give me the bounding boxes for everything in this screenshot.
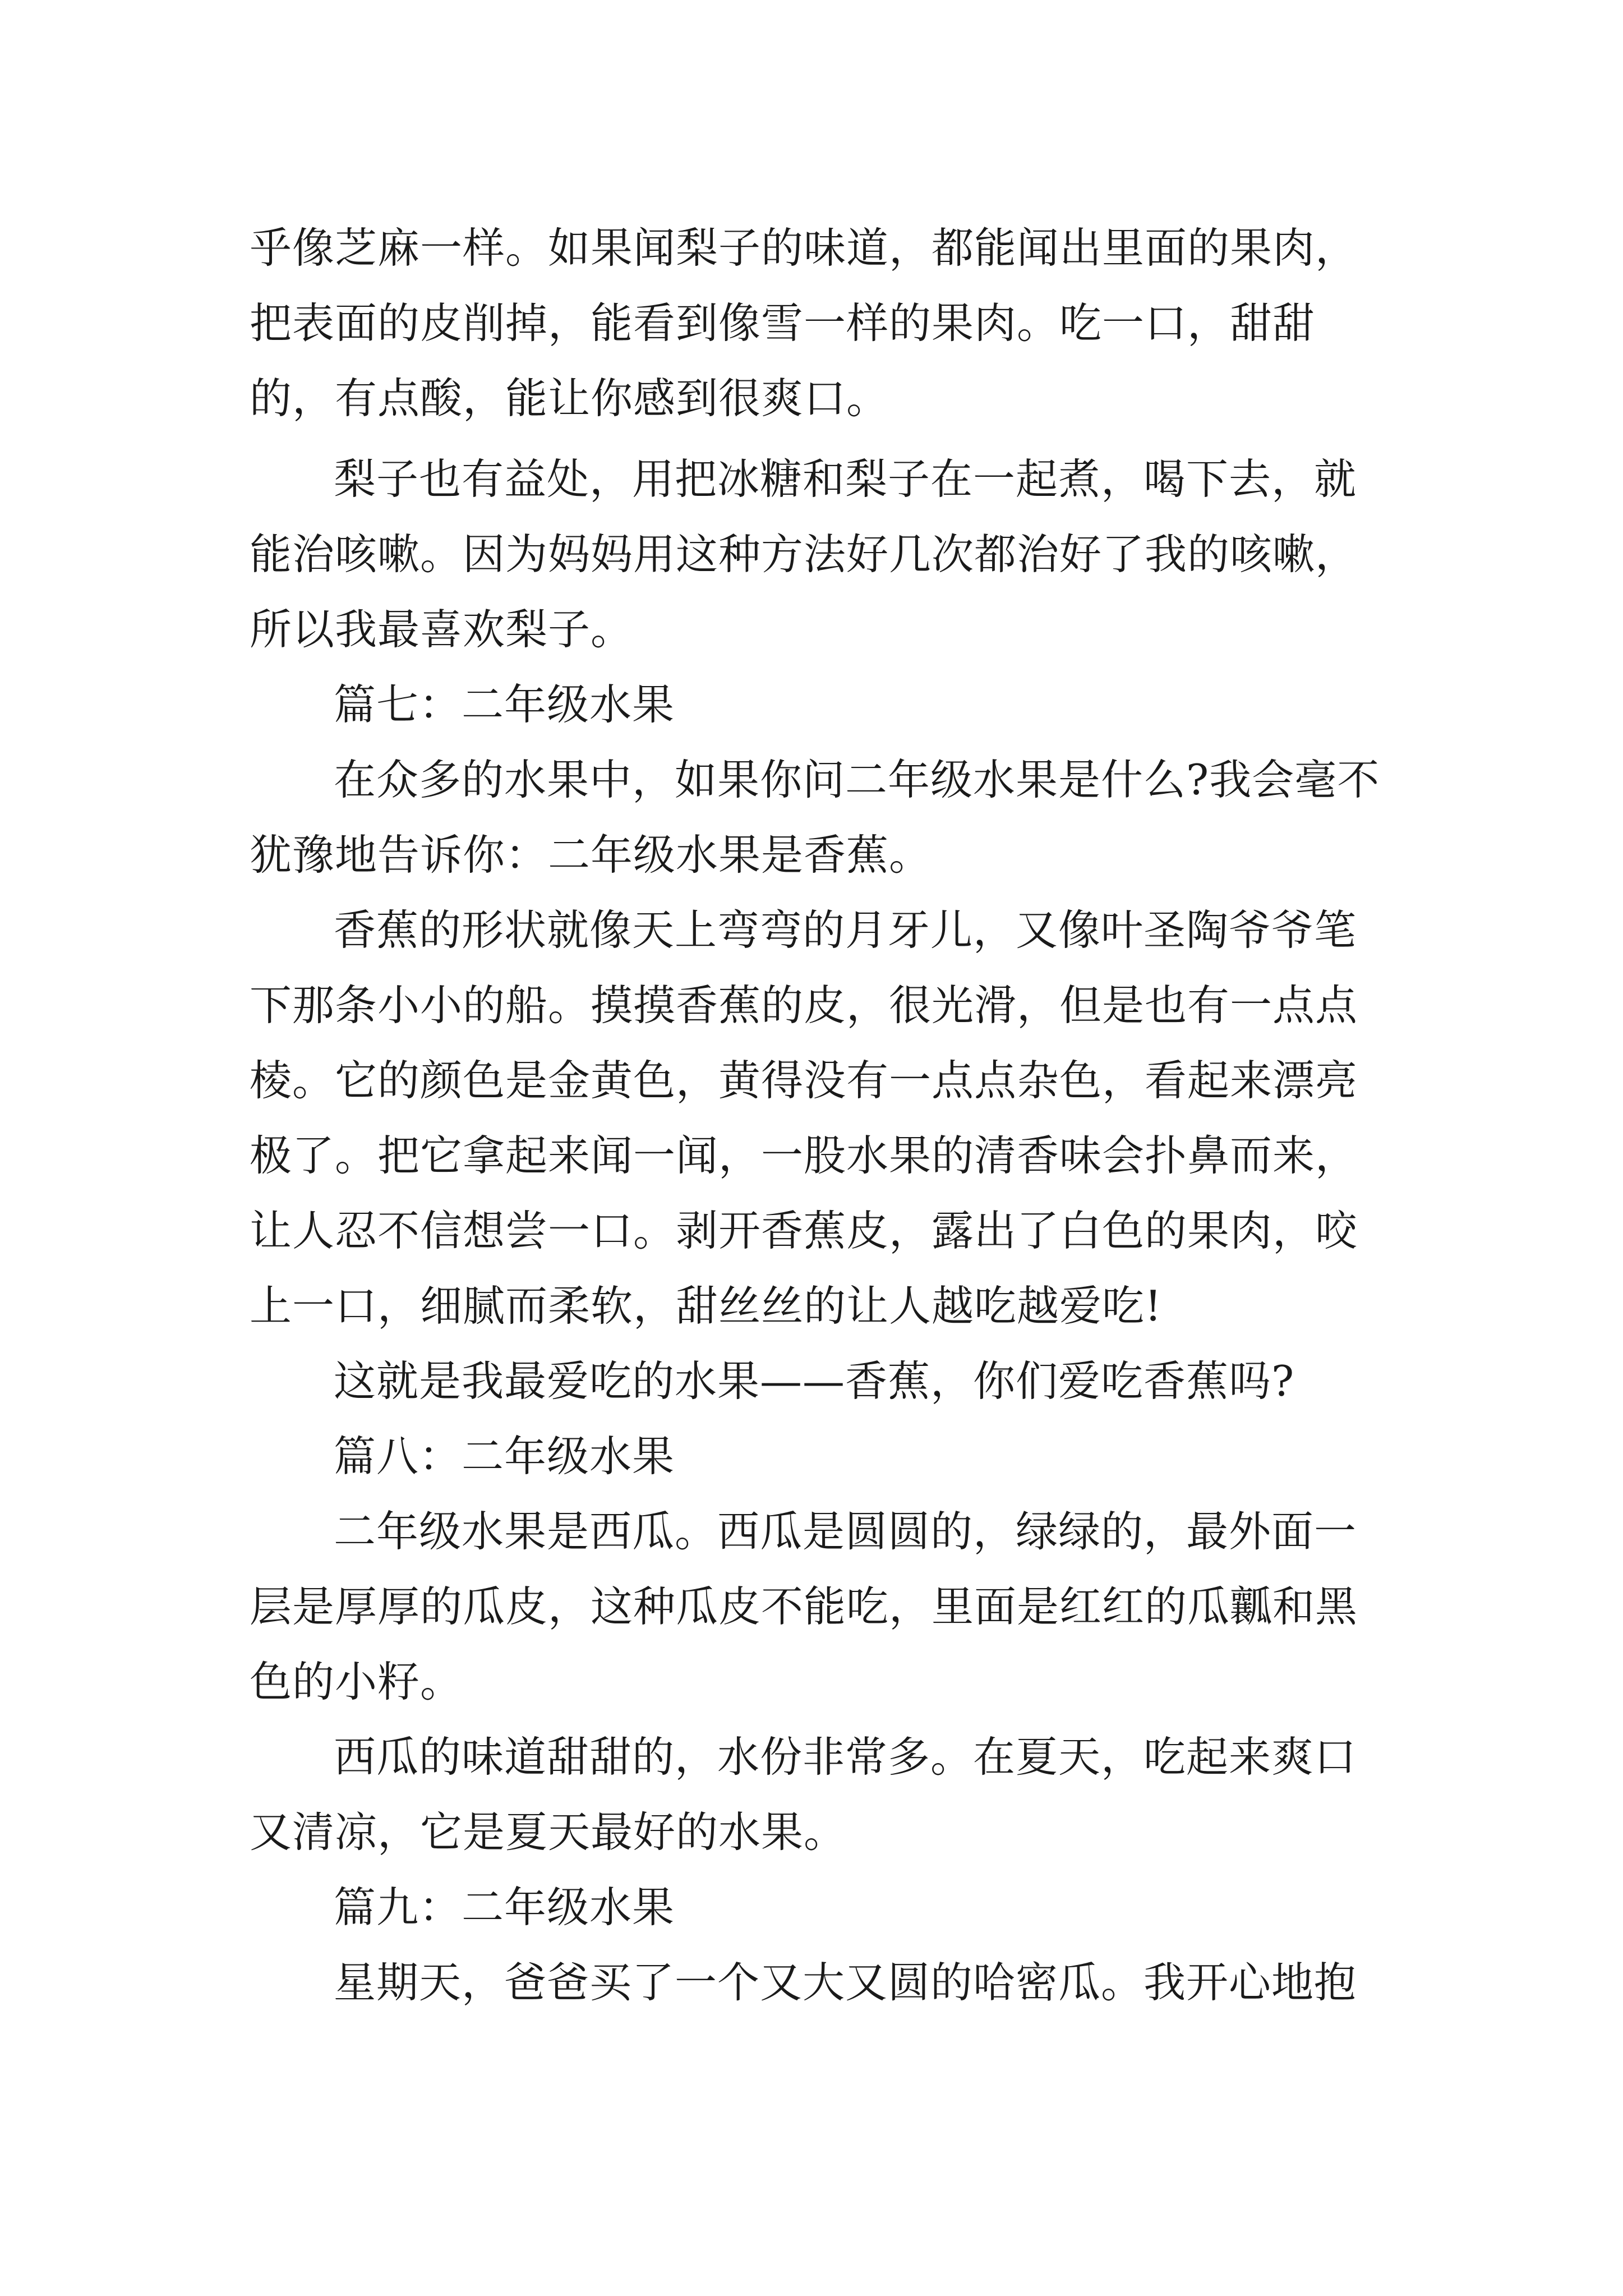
paragraph: 在众多的水果中，如果你问二年级水果是什么?我会毫不犹豫地告诉你：二年级水果是香蕉。 bbox=[250, 755, 1380, 880]
section-heading: 篇七：二年级水果 bbox=[334, 680, 675, 729]
paragraph-continuation: 乎像芝麻一样。如果闻梨子的味道，都能闻出里面的果肉，把表面的皮削掉，能看到像雪一样的果肉。吃一口，甜甜的，有点酸，能让你感到很爽口。 bbox=[250, 223, 1358, 423]
document-body bbox=[250, 210, 1382, 2020]
paragraph: 梨子也有益处，用把冰糖和梨子在一起煮，喝下去，就能治咳嗽。因为妈妈用这种方法好几次都治好了我的咳嗽，所以我最喜欢梨子。 bbox=[250, 454, 1358, 654]
section-heading: 篇八：二年级水果 bbox=[334, 1432, 675, 1481]
paragraph: 二年级水果是西瓜。西瓜是圆圆的，绿绿的，最外面一层是厚厚的瓜皮，这种瓜皮不能吃，里面是红红的瓜瓤和黑色的小籽。 bbox=[250, 1507, 1358, 1706]
paragraph: 这就是我最爱吃的水果——香蕉，你们爱吃香蕉吗? bbox=[334, 1356, 1295, 1406]
section-heading: 篇九：二年级水果 bbox=[334, 1883, 675, 1932]
paragraph: 星期天，爸爸买了一个又大又圆的哈密瓜。我开心地抱 bbox=[334, 1958, 1357, 2007]
paragraph: 西瓜的味道甜甜的，水份非常多。在夏天，吃起来爽口又清凉，它是夏天最好的水果。 bbox=[250, 1732, 1357, 1857]
paragraph: 香蕉的形状就像天上弯弯的月牙儿，又像叶圣陶爷爷笔下那条小小的船。摸摸香蕉的皮，很光滑，但是也有一点点棱。它的颜色是金黄色，黄得没有一点点杂色，看起来漂亮极了。把它拿起来闻一闻，一股水果的清香味会扑鼻而来，让人忍不信想尝一口。剥开香蕉皮，露出了白色的果肉，咬上一口，细腻而柔软，甜丝丝的让人越吃越爱吃! bbox=[250, 905, 1358, 1331]
